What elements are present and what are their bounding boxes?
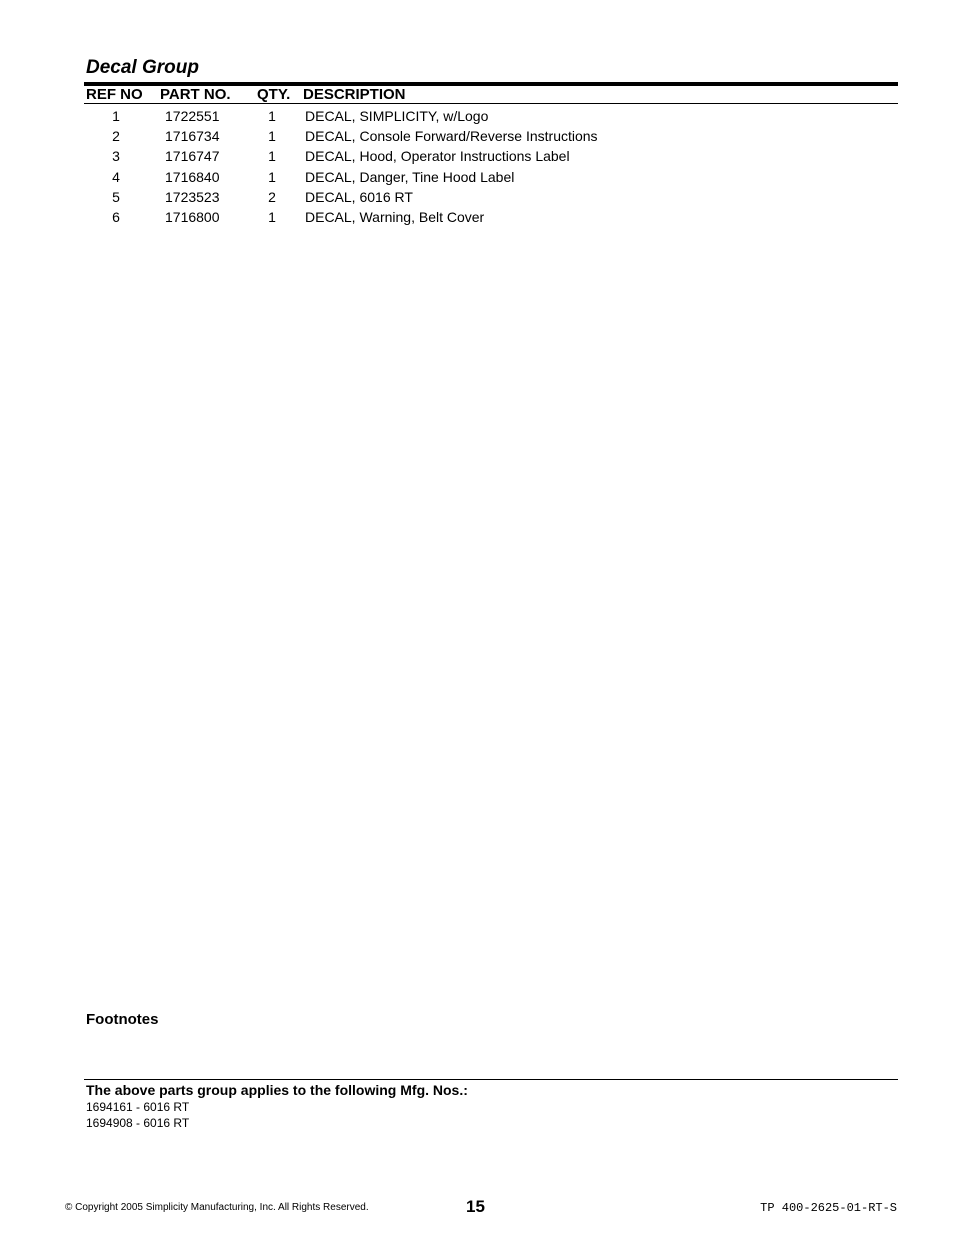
table-row	[0, 108, 954, 128]
header-rule	[84, 103, 898, 104]
part-no: 1716800	[165, 209, 220, 225]
description: DECAL, Warning, Belt Cover	[305, 209, 485, 225]
description: DECAL, Danger, Tine Hood Label	[305, 169, 515, 185]
description: DECAL, Hood, Operator Instructions Label	[305, 148, 570, 164]
header-description: DESCRIPTION	[303, 86, 406, 103]
table-row	[0, 148, 954, 168]
ref-no: 6	[112, 209, 120, 225]
applies-heading: The above parts group applies to the following Mfg. Nos.:	[86, 1082, 468, 1098]
description: DECAL, SIMPLICITY, w/Logo	[305, 108, 489, 124]
section-title: Decal Group	[86, 57, 199, 78]
header-part-no: PART NO.	[160, 86, 231, 103]
qty: 2	[268, 189, 276, 205]
part-no: 1716747	[165, 148, 220, 164]
description: DECAL, Console Forward/Reverse Instructions	[305, 128, 598, 144]
header-qty: QTY.	[257, 86, 291, 103]
table-row	[0, 169, 954, 189]
applies-rule	[84, 1079, 898, 1080]
ref-no: 1	[112, 108, 120, 124]
part-no: 1716840	[165, 169, 220, 185]
part-no: 1723523	[165, 189, 220, 205]
ref-no: 4	[112, 169, 120, 185]
footnotes-label: Footnotes	[86, 1011, 159, 1028]
description: DECAL, 6016 RT	[305, 189, 413, 205]
ref-no: 5	[112, 189, 120, 205]
qty: 1	[268, 148, 276, 164]
part-no: 1716734	[165, 128, 220, 144]
document-number: TP 400-2625-01-RT-S	[760, 1201, 897, 1215]
mfg-number: 1694908 - 6016 RT	[86, 1116, 190, 1130]
ref-no: 3	[112, 148, 120, 164]
part-no: 1722551	[165, 108, 220, 124]
qty: 1	[268, 128, 276, 144]
table-row	[0, 209, 954, 229]
table-row	[0, 189, 954, 209]
mfg-number: 1694161 - 6016 RT	[86, 1100, 190, 1114]
qty: 1	[268, 209, 276, 225]
page-number: 15	[466, 1197, 485, 1216]
qty: 1	[268, 169, 276, 185]
copyright-notice: © Copyright 2005 Simplicity Manufacturing, Inc. All Rights Reserved.	[65, 1202, 369, 1213]
header-ref-no: REF NO	[86, 86, 143, 103]
ref-no: 2	[112, 128, 120, 144]
table-row	[0, 128, 954, 148]
qty: 1	[268, 108, 276, 124]
